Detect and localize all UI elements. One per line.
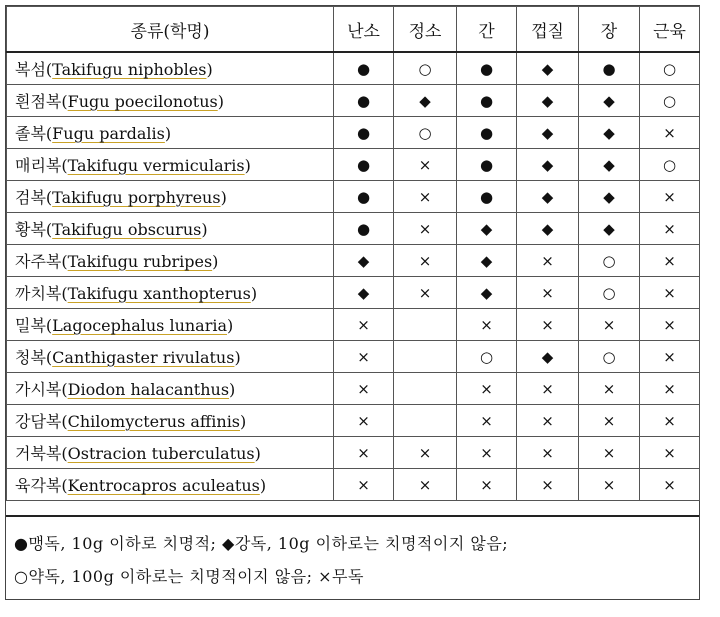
korean-name: 밀복 — [15, 316, 46, 335]
scientific-name: Lagocephalus lunaria — [52, 316, 228, 335]
toxicity-muscle-cell: × — [640, 469, 700, 501]
toxicity-muscle-cell: × — [640, 213, 700, 245]
toxicity-skin-cell: ◆ — [517, 52, 579, 85]
toxicity-intestine-cell: × — [579, 437, 640, 469]
scientific-name: Takifugu xanthopterus — [67, 284, 251, 303]
species-cell — [7, 469, 334, 501]
paren: ( — [61, 444, 68, 463]
scientific-name: Takifugu niphobles — [52, 60, 207, 79]
species-cell — [7, 52, 334, 85]
table-row — [7, 181, 700, 213]
paren: ( — [61, 380, 68, 399]
toxicity-table-document — [5, 5, 700, 600]
toxicity-ovary-cell: ● — [334, 181, 394, 213]
table-row — [7, 213, 700, 245]
paren: ) — [201, 220, 208, 239]
toxicity-muscle-cell: × — [640, 373, 700, 405]
korean-name: 까치복 — [15, 284, 62, 303]
toxicity-ovary-cell: × — [334, 469, 394, 501]
paren: ( — [61, 156, 68, 175]
scientific-name: Chilomycterus affinis — [67, 412, 241, 431]
toxicity-muscle-cell: × — [640, 437, 700, 469]
toxicity-liver-cell: × — [457, 405, 517, 437]
species-cell — [7, 277, 334, 309]
korean-name: 육각복 — [15, 476, 62, 495]
scientific-name: Diodon halacanthus — [67, 380, 230, 399]
korean-name: 자주복 — [15, 252, 62, 271]
species-cell — [7, 437, 334, 469]
toxicity-ovary-cell: ● — [334, 52, 394, 85]
toxicity-testis-cell: × — [394, 277, 457, 309]
header-species: 종류(학명) — [7, 7, 334, 53]
paren: ) — [217, 92, 224, 111]
toxicity-skin-cell: × — [517, 277, 579, 309]
paren: ) — [234, 348, 241, 367]
toxicity-ovary-cell: ◆ — [334, 277, 394, 309]
paren: ) — [227, 316, 234, 335]
toxicity-liver-cell: ● — [457, 85, 517, 117]
paren: ( — [45, 124, 53, 143]
toxicity-liver-cell: × — [457, 309, 517, 341]
paren: ) — [250, 284, 258, 303]
toxicity-liver-cell: ● — [457, 181, 517, 213]
toxicity-testis-cell: × — [394, 469, 457, 501]
paren: ( — [45, 188, 53, 207]
toxicity-liver-cell: ◆ — [457, 245, 517, 277]
toxicity-testis-cell — [394, 405, 457, 437]
toxicity-testis-cell: ○ — [394, 117, 457, 149]
toxicity-ovary-cell: ● — [334, 149, 394, 181]
toxicity-muscle-cell: ○ — [640, 149, 700, 181]
header-muscle: 근육 — [640, 7, 700, 53]
toxicity-skin-cell: × — [517, 245, 579, 277]
korean-name: 흰점복 — [15, 92, 62, 111]
toxicity-skin-cell: ◆ — [517, 213, 579, 245]
korean-name: 매리복 — [15, 156, 62, 175]
korean-name: 복섬 — [15, 60, 46, 79]
toxicity-skin-cell: × — [517, 373, 579, 405]
toxicity-muscle-cell: × — [640, 117, 700, 149]
scientific-name: Takifugu obscurus — [52, 220, 202, 239]
toxicity-intestine-cell: ● — [579, 52, 640, 85]
header-skin: 껍질 — [517, 7, 579, 53]
species-cell — [7, 149, 334, 181]
toxicity-liver-cell: × — [457, 373, 517, 405]
paren: ( — [45, 220, 53, 239]
toxicity-ovary-cell: × — [334, 437, 394, 469]
legend — [6, 515, 699, 599]
paren: ) — [212, 252, 219, 271]
toxicity-testis-cell — [394, 309, 457, 341]
table-row — [7, 405, 700, 437]
toxicity-testis-cell — [394, 341, 457, 373]
header-liver: 간 — [457, 7, 517, 53]
toxicity-intestine-cell: × — [579, 373, 640, 405]
scientific-name: Takifugu vermicularis — [67, 156, 245, 175]
paren: ) — [254, 444, 261, 463]
paren: ( — [61, 252, 68, 271]
table-row — [7, 341, 700, 373]
paren: ) — [220, 188, 227, 207]
korean-name: 거북복 — [15, 444, 62, 463]
toxicity-liver-cell: × — [457, 469, 517, 501]
toxicity-muscle-cell: × — [640, 277, 700, 309]
toxicity-intestine-cell: × — [579, 469, 640, 501]
species-cell — [7, 213, 334, 245]
toxicity-liver-cell: ● — [457, 52, 517, 85]
table-row — [7, 469, 700, 501]
toxicity-liver-cell: ● — [457, 117, 517, 149]
species-cell — [7, 405, 334, 437]
toxicity-testis-cell: ◆ — [394, 85, 457, 117]
toxicity-ovary-cell: × — [334, 341, 394, 373]
toxicity-liver-cell: ● — [457, 149, 517, 181]
toxicity-testis-cell: × — [394, 213, 457, 245]
korean-name: 졸복 — [15, 124, 46, 143]
table-row — [7, 309, 700, 341]
species-cell — [7, 85, 334, 117]
korean-name: 검복 — [15, 188, 46, 207]
species-cell — [7, 117, 334, 149]
toxicity-skin-cell: ◆ — [517, 149, 579, 181]
toxicity-skin-cell: × — [517, 309, 579, 341]
species-cell — [7, 245, 334, 277]
toxicity-intestine-cell: ◆ — [579, 181, 640, 213]
toxicity-ovary-cell: ● — [334, 117, 394, 149]
toxicity-testis-cell: ○ — [394, 52, 457, 85]
toxicity-skin-cell: ◆ — [517, 117, 579, 149]
table-row — [7, 245, 700, 277]
toxicity-intestine-cell: ◆ — [579, 85, 640, 117]
toxicity-intestine-cell: ◆ — [579, 213, 640, 245]
header-ovary: 난소 — [334, 7, 394, 53]
paren: ( — [61, 412, 68, 431]
scientific-name: Canthigaster rivulatus — [52, 348, 235, 367]
korean-name: 강담복 — [15, 412, 62, 431]
toxicity-liver-cell: ◆ — [457, 213, 517, 245]
paren: ( — [45, 348, 53, 367]
scientific-name: Takifugu rubripes — [67, 252, 213, 271]
paren: ) — [240, 412, 247, 431]
toxicity-skin-cell: × — [517, 437, 579, 469]
toxicity-ovary-cell: ◆ — [334, 245, 394, 277]
korean-name: 가시복 — [15, 380, 62, 399]
toxicity-liver-cell: × — [457, 437, 517, 469]
table-row — [7, 437, 700, 469]
header-row — [7, 7, 700, 53]
scientific-name: Fugu poecilonotus — [67, 92, 218, 111]
toxicity-muscle-cell: × — [640, 341, 700, 373]
legend-line-1: ●맹독, 10g 이하로 치명적; ◆강독, 10g 이하로는 치명적이지 않음; — [14, 534, 509, 553]
toxicity-ovary-cell: ● — [334, 85, 394, 117]
pufferfish-toxicity-table — [6, 6, 700, 501]
species-cell — [7, 373, 334, 405]
paren: ( — [45, 60, 53, 79]
paren: ) — [259, 476, 267, 495]
toxicity-skin-cell: ◆ — [517, 85, 579, 117]
korean-name: 청복 — [15, 348, 46, 367]
paren: ) — [164, 124, 172, 143]
toxicity-skin-cell: ◆ — [517, 341, 579, 373]
header-intestine: 장 — [579, 7, 640, 53]
toxicity-intestine-cell: ○ — [579, 341, 640, 373]
toxicity-skin-cell: ◆ — [517, 181, 579, 213]
toxicity-muscle-cell: × — [640, 405, 700, 437]
table-row — [7, 117, 700, 149]
legend-line-2: ○약독, 100g 이하로는 치명적이지 않음; ×무독 — [14, 567, 364, 586]
scientific-name: Kentrocapros aculeatus — [67, 476, 260, 495]
toxicity-muscle-cell: ○ — [640, 85, 700, 117]
toxicity-intestine-cell: ○ — [579, 277, 640, 309]
paren: ( — [61, 284, 68, 303]
table-body — [7, 52, 700, 501]
species-cell — [7, 309, 334, 341]
scientific-name: Fugu pardalis — [52, 124, 165, 143]
toxicity-testis-cell: × — [394, 149, 457, 181]
toxicity-ovary-cell: × — [334, 309, 394, 341]
toxicity-testis-cell — [394, 373, 457, 405]
toxicity-intestine-cell: × — [579, 405, 640, 437]
species-cell — [7, 341, 334, 373]
toxicity-ovary-cell: ● — [334, 213, 394, 245]
species-cell — [7, 181, 334, 213]
toxicity-muscle-cell: × — [640, 181, 700, 213]
toxicity-muscle-cell: × — [640, 245, 700, 277]
toxicity-skin-cell: × — [517, 405, 579, 437]
toxicity-liver-cell: ○ — [457, 341, 517, 373]
table-row — [7, 85, 700, 117]
paren: ( — [61, 476, 68, 495]
toxicity-muscle-cell: ○ — [640, 52, 700, 85]
toxicity-testis-cell: × — [394, 181, 457, 213]
paren: ) — [206, 60, 213, 79]
paren: ( — [45, 316, 53, 335]
scientific-name: Takifugu porphyreus — [52, 188, 221, 207]
table-row — [7, 149, 700, 181]
toxicity-testis-cell: × — [394, 245, 457, 277]
paren: ) — [229, 380, 236, 399]
paren: ( — [61, 92, 68, 111]
toxicity-skin-cell: × — [517, 469, 579, 501]
paren: ) — [244, 156, 251, 175]
toxicity-ovary-cell: × — [334, 405, 394, 437]
table-row — [7, 373, 700, 405]
table-row — [7, 277, 700, 309]
toxicity-testis-cell: × — [394, 437, 457, 469]
toxicity-muscle-cell: × — [640, 309, 700, 341]
toxicity-intestine-cell: ○ — [579, 245, 640, 277]
table-row — [7, 52, 700, 85]
korean-name: 황복 — [15, 220, 46, 239]
toxicity-ovary-cell: × — [334, 373, 394, 405]
scientific-name: Ostracion tuberculatus — [67, 444, 255, 463]
header-testis: 정소 — [394, 7, 457, 53]
toxicity-intestine-cell: ◆ — [579, 117, 640, 149]
toxicity-intestine-cell: × — [579, 309, 640, 341]
toxicity-intestine-cell: ◆ — [579, 149, 640, 181]
toxicity-liver-cell: ◆ — [457, 277, 517, 309]
